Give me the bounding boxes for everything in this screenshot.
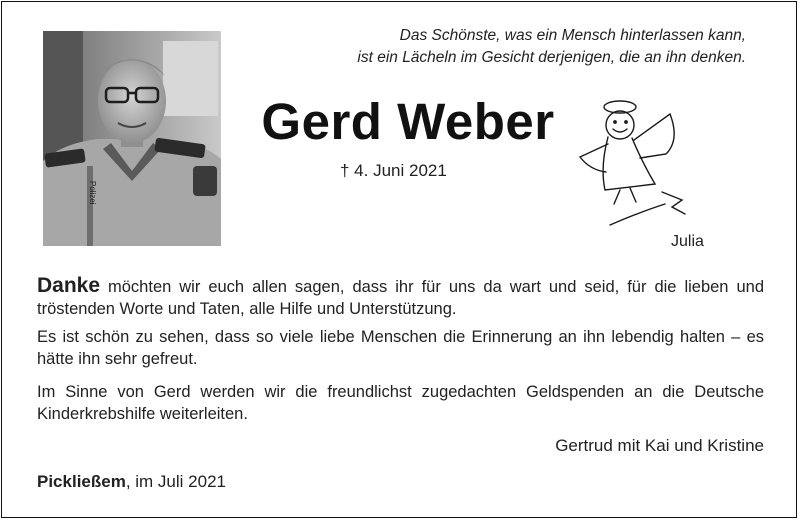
quote-line-2: ist ein Lächeln im Gesicht derjenigen, die an ihn denken. <box>357 49 746 66</box>
memorial-quote <box>270 25 746 69</box>
thanks-text: möchten wir euch allen sagen, dass ihr für uns da wart und seid, für die lieben und tröstenden Worte und Taten, alle Hilfe und Unterstützung. <box>37 278 764 318</box>
portrait-photo <box>43 31 221 246</box>
family-signature: Gertrud mit Kai und Kristine <box>555 436 764 455</box>
deceased-name: Gerd Weber <box>261 93 555 150</box>
death-date: † 4. Juni 2021 <box>340 161 447 180</box>
drawing-signature: Julia <box>671 233 704 250</box>
thanks-paragraph <box>37 275 764 320</box>
thanks-lead-word: Danke <box>37 274 101 297</box>
lanyard-text: Polizei <box>88 181 97 205</box>
memory-paragraph: Es ist schön zu sehen, dass so viele liebe Menschen die Erinnerung an ihn lebendig halten – es hätte ihn sehr gefreut. <box>37 328 764 368</box>
place-date-text: , im Juli 2021 <box>125 472 226 491</box>
place-town: Pickließem <box>37 472 126 491</box>
place-date <box>37 472 226 492</box>
donation-paragraph: Im Sinne von Gerd werden wir die freundlichst zugedachten Geldspenden an die Deutsche Kinderkrebshilfe weiterleiten. <box>37 383 764 423</box>
quote-line-1: Das Schönste, was ein Mensch hinterlassen kann, <box>399 27 746 44</box>
angel-drawing <box>570 92 700 232</box>
